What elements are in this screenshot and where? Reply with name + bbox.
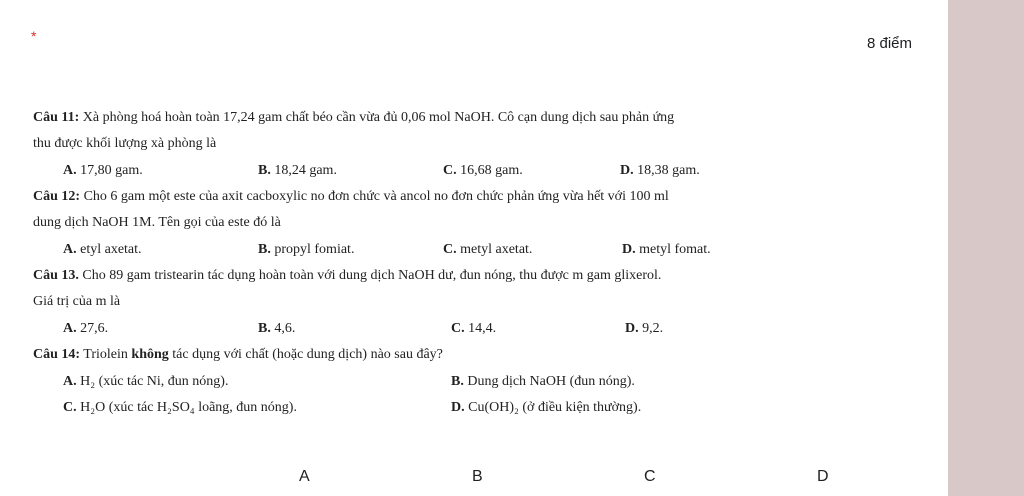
q11-number: Câu 11:	[33, 110, 80, 125]
q13-option-a: A. 27,6.	[63, 321, 109, 336]
q14-line1: Câu 14: Triolein không tác dụng với chất (hoặc dung dịch) nào sau đây?	[33, 347, 443, 362]
q13-option-d: D. 9,2.	[625, 321, 664, 336]
q14-option-b: B. Dung dịch NaOH (đun nóng).	[451, 374, 635, 389]
q11-line1	[33, 110, 674, 126]
choice-a[interactable]: A	[299, 468, 310, 485]
q12-stem-2: dung dịch NaOH 1M. Tên gọi của este đó là	[33, 215, 281, 230]
q11-stem-2: thu được khối lượng xà phòng là	[33, 136, 217, 151]
q13-stem-2: Giá trị của m là	[33, 294, 121, 309]
q11-option-c: C. 16,68 gam.	[443, 163, 523, 178]
q13-line1	[33, 268, 661, 284]
q13-stem-1: Cho 89 gam tristearin tác dụng hoàn toàn với dung dịch NaOH dư, đun nóng, thu được m gam glixerol.	[78, 268, 662, 283]
required-asterisk: *	[31, 28, 37, 44]
q13-option-b: B. 4,6.	[258, 321, 296, 336]
choice-d[interactable]: D	[817, 468, 829, 485]
q12-line1	[33, 189, 669, 205]
q12-option-a: A. etyl axetat.	[63, 242, 142, 257]
q14-option-a: A. H₂ (xúc tác Ni, đun nóng).	[63, 374, 229, 389]
q13-number: Câu 13.	[33, 268, 79, 283]
q12-option-b: B. propyl fomiat.	[258, 242, 355, 257]
points-label: 8 điểm	[866, 35, 912, 52]
q11-option-d: D. 18,38 gam.	[620, 163, 700, 178]
q12-stem-1: Cho 6 gam một este của axit cacboxylic no đơn chức và ancol no đơn chức phản ứng vừa hết với 100 ml	[80, 189, 669, 204]
answer-choices	[0, 468, 948, 488]
q11-option-b: B. 18,24 gam.	[258, 163, 337, 178]
choice-c[interactable]: C	[644, 468, 656, 485]
q12-option-d: D. metyl fomat.	[622, 242, 711, 257]
q13-option-c: C. 14,4.	[451, 321, 497, 336]
q11-option-a: A. 17,80 gam.	[63, 163, 143, 178]
choice-b[interactable]: B	[472, 468, 483, 485]
q14-option-c: C. H₂O (xúc tác H₂SO₄ loãng, đun nóng).	[63, 400, 297, 415]
q11-stem-1: Xà phòng hoá hoàn toàn 17,24 gam chất béo cần vừa đủ 0,06 mol NaOH. Cô cạn dung dịch sau phản ứng	[79, 110, 675, 125]
q14-emphasis: không	[131, 347, 169, 362]
q12-number: Câu 12:	[33, 189, 81, 204]
q14-option-d: D. Cu(OH)₂ (ở điều kiện thường).	[451, 400, 642, 415]
right-margin-panel	[948, 0, 1024, 496]
q12-option-c: C. metyl axetat.	[443, 242, 533, 257]
q14-number: Câu 14:	[33, 347, 81, 362]
